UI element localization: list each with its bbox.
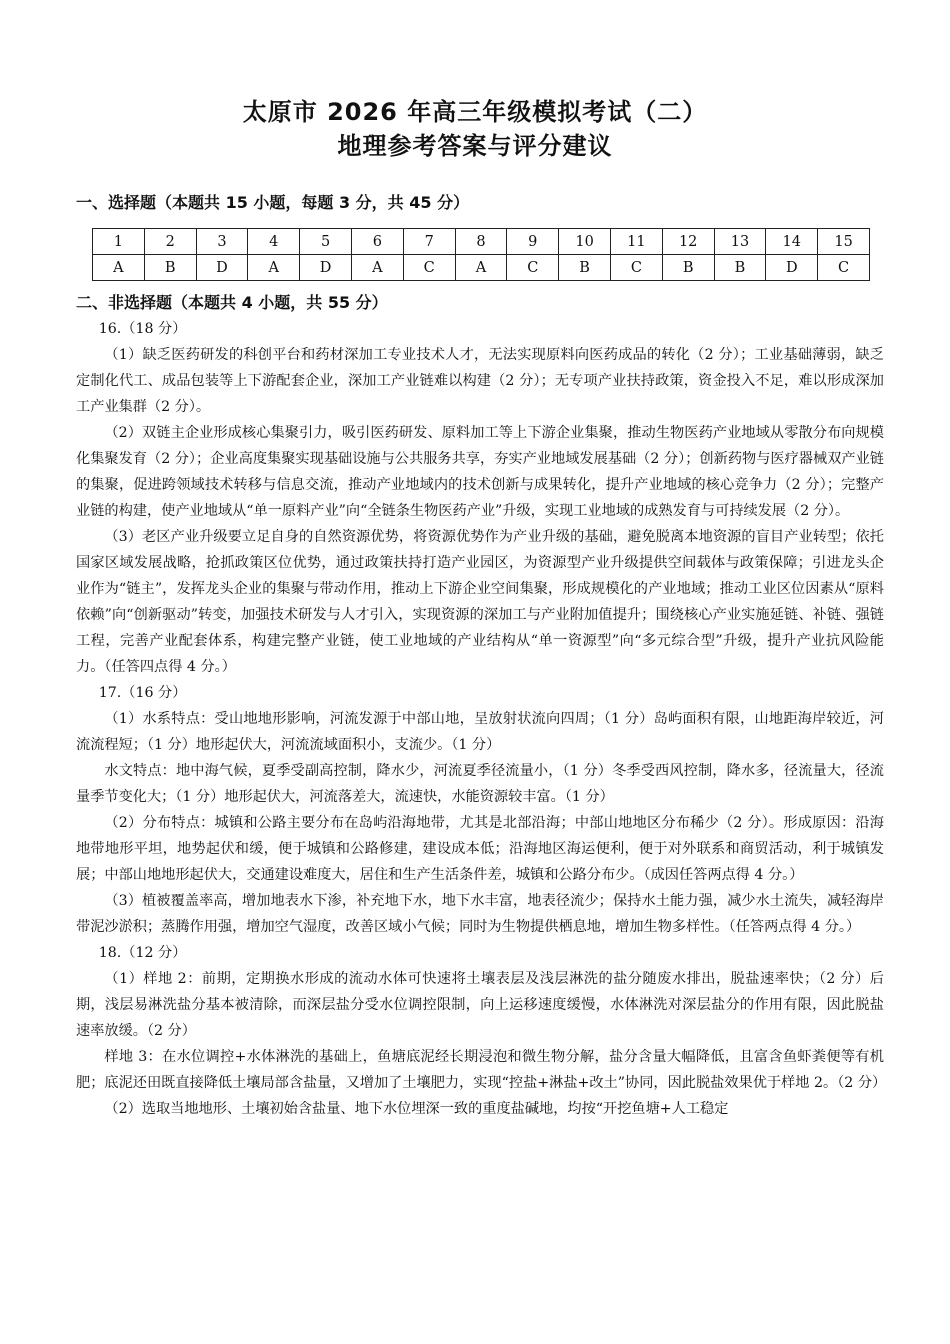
question-number-cell: 5 xyxy=(300,229,352,255)
question-number-cell: 2 xyxy=(144,229,196,255)
answer-row xyxy=(93,255,870,281)
question-heading: 16.（18 分） xyxy=(98,321,187,337)
answer-cell: B xyxy=(144,255,196,281)
question-number-cell: 11 xyxy=(610,229,662,255)
answer-paragraph: 样地 3：在水位调控+水体淋洗的基础上，鱼塘底泥经长期浸泡和微生物分解，盐分含量大幅降低，且富含鱼虾粪便等有机肥；底泥还田既直接降低土壤局部含盐量，又增加了土壤肥力，实现“控盐+淋盐+改土”协同，因此脱盐效果优于样地 2。（2 分） xyxy=(76,1049,887,1091)
answer-cell: C xyxy=(507,255,559,281)
answer-cell: A xyxy=(93,255,145,281)
exam-title: 太原市 2026 年高三年级模拟考试（二） xyxy=(242,98,708,126)
answer-paragraph: （2）双链主企业形成核心集聚引力，吸引医药研发、原料加工等上下游企业集聚，推动生物医药产业地域从零散分布向规模化集聚发育（2 分）；企业高度集聚实现基础设施与公共服务共享，夯实产业地域发展基础（2 分）；创新药物与医疗器械双产业链的集聚，促进跨领域技术转移与信息交流，推动产业地域内的技术创新与成果转化，提升产业地域的核心竞争力（2 分）；完整产业链的构建，使产业地域从“单一原料产业”向“全链条生物医药产业”升级，实现工业地域的成熟发育与可持续发展（2 分）。 xyxy=(76,425,884,519)
question-number-cell: 7 xyxy=(403,229,455,255)
question-number-cell: 12 xyxy=(662,229,714,255)
answer-cell: B xyxy=(714,255,766,281)
answer-table xyxy=(92,228,870,281)
answer-paragraph: （3）植被覆盖率高，增加地表水下渗，补充地下水，地下水丰富，地表径流少；保持水土能力强，减少水土流失，减轻海岸带泥沙淤积；蒸腾作用强，增加空气湿度，改善区域小气候；同时为生物提供栖息地，增加生物多样性。（任答两点得 4 分。） xyxy=(76,893,884,935)
exam-subtitle: 地理参考答案与评分建议 xyxy=(337,132,613,160)
answer-paragraph: （3）老区产业升级要立足自身的自然资源优势，将资源优势作为产业升级的基础，避免脱离本地资源的盲目产业转型；依托国家区域发展战略，抢抓政策区位优势，通过政策扶持打造产业园区，为资源型产业升级提供空间载体与政策保障；引进龙头企业作为“链主”，发挥龙头企业的集聚与带动作用，推动上下游企业空间集聚，形成规模化的产业地域；推动工业区位因素从“原料依赖”向“创新驱动”转变，加强技术研发与人才引入，实现资源的深加工与产业附加值提升；围绕核心产业实施延链、补链、强链工程，完善产业配套体系，构建完整产业链，使工业地域的产业结构从“单一资源型”向“多元综合型”升级，提升产业抗风险能力。（任答四点得 4 分。） xyxy=(76,529,884,675)
question-number-cell: 6 xyxy=(351,229,403,255)
answer-cell: D xyxy=(766,255,818,281)
section-1-heading: 一、选择题（本题共 15 小题，每题 3 分，共 45 分） xyxy=(76,193,470,212)
answer-paragraph: （1）样地 2：前期，定期换水形成的流动水体可快速将土壤表层及浅层淋洗的盐分随废水排出，脱盐速率快；（2 分）后期，浅层易淋洗盐分基本被清除，而深层盐分受水位调控限制，向上运移速度缓慢，水体淋洗对深层盐分的作用有限，因此脱盐速率放缓。（2 分） xyxy=(76,971,884,1039)
question-number-cell: 9 xyxy=(507,229,559,255)
question-heading: 18.（12 分） xyxy=(98,945,187,961)
answer-cell: A xyxy=(248,255,300,281)
answer-cell: B xyxy=(559,255,611,281)
answer-paragraph: （2）分布特点：城镇和公路主要分布在岛屿沿海地带，尤其是北部沿海；中部山地地区分布稀少（2 分）。形成原因：沿海地带地形平坦，地势起伏和缓，便于城镇和公路修建，建设成本低；沿海地区海运便利，便于对外联系和商贸活动，利于城镇发展；中部山地地形起伏大，交通建设难度大，居住和生产生活条件差，城镇和公路分布少。（成因任答两点得 4 分。） xyxy=(76,815,884,883)
question-number-cell: 8 xyxy=(455,229,507,255)
question-number-cell: 3 xyxy=(196,229,248,255)
question-heading: 17.（16 分） xyxy=(98,685,187,701)
question-number-cell: 1 xyxy=(93,229,145,255)
question-number-row xyxy=(93,229,870,255)
question-number-cell: 10 xyxy=(559,229,611,255)
answer-paragraph: （1）水系特点：受山地地形影响，河流发源于中部山地，呈放射状流向四周；（1 分）岛屿面积有限，山地距海岸较近，河流流程短；（1 分）地形起伏大，河流流域面积小，支流少。（1 分） xyxy=(76,711,884,753)
question-number-cell: 4 xyxy=(248,229,300,255)
answer-cell: A xyxy=(455,255,507,281)
answer-cell: D xyxy=(300,255,352,281)
answer-cell: C xyxy=(610,255,662,281)
answer-paragraph: （2）选取当地地形、土壤初始含盐量、地下水位埋深一致的重度盐碱地，均按“开挖鱼塘+人工稳定 xyxy=(104,1101,729,1117)
answer-cell: A xyxy=(351,255,403,281)
answer-cell: B xyxy=(662,255,714,281)
section-2-heading: 二、非选择题（本题共 4 小题，共 55 分） xyxy=(76,293,388,312)
question-number-cell: 14 xyxy=(766,229,818,255)
question-number-cell: 13 xyxy=(714,229,766,255)
answer-paragraph: （1）缺乏医药研发的科创平台和药材深加工专业技术人才，无法实现原料向医药成品的转化（2 分）；工业基础薄弱，缺乏定制化代工、成品包装等上下游配套企业，深加工产业链难以构建（2 分）；无专项产业扶持政策，资金投入不足，难以形成深加工产业集群（2 分）。 xyxy=(76,347,884,415)
answer-paragraph: 水文特点：地中海气候，夏季受副高控制，降水少，河流夏季径流量小，（1 分）冬季受西风控制，降水多，径流量大，径流量季节变化大；（1 分）地形起伏大，河流落差大，流速快，水能资源较丰富。（1 分） xyxy=(76,763,884,805)
answer-cell: C xyxy=(403,255,455,281)
question-number-cell: 15 xyxy=(818,229,870,255)
answer-cell: D xyxy=(196,255,248,281)
answer-cell: C xyxy=(818,255,870,281)
answer-body xyxy=(76,316,887,1122)
